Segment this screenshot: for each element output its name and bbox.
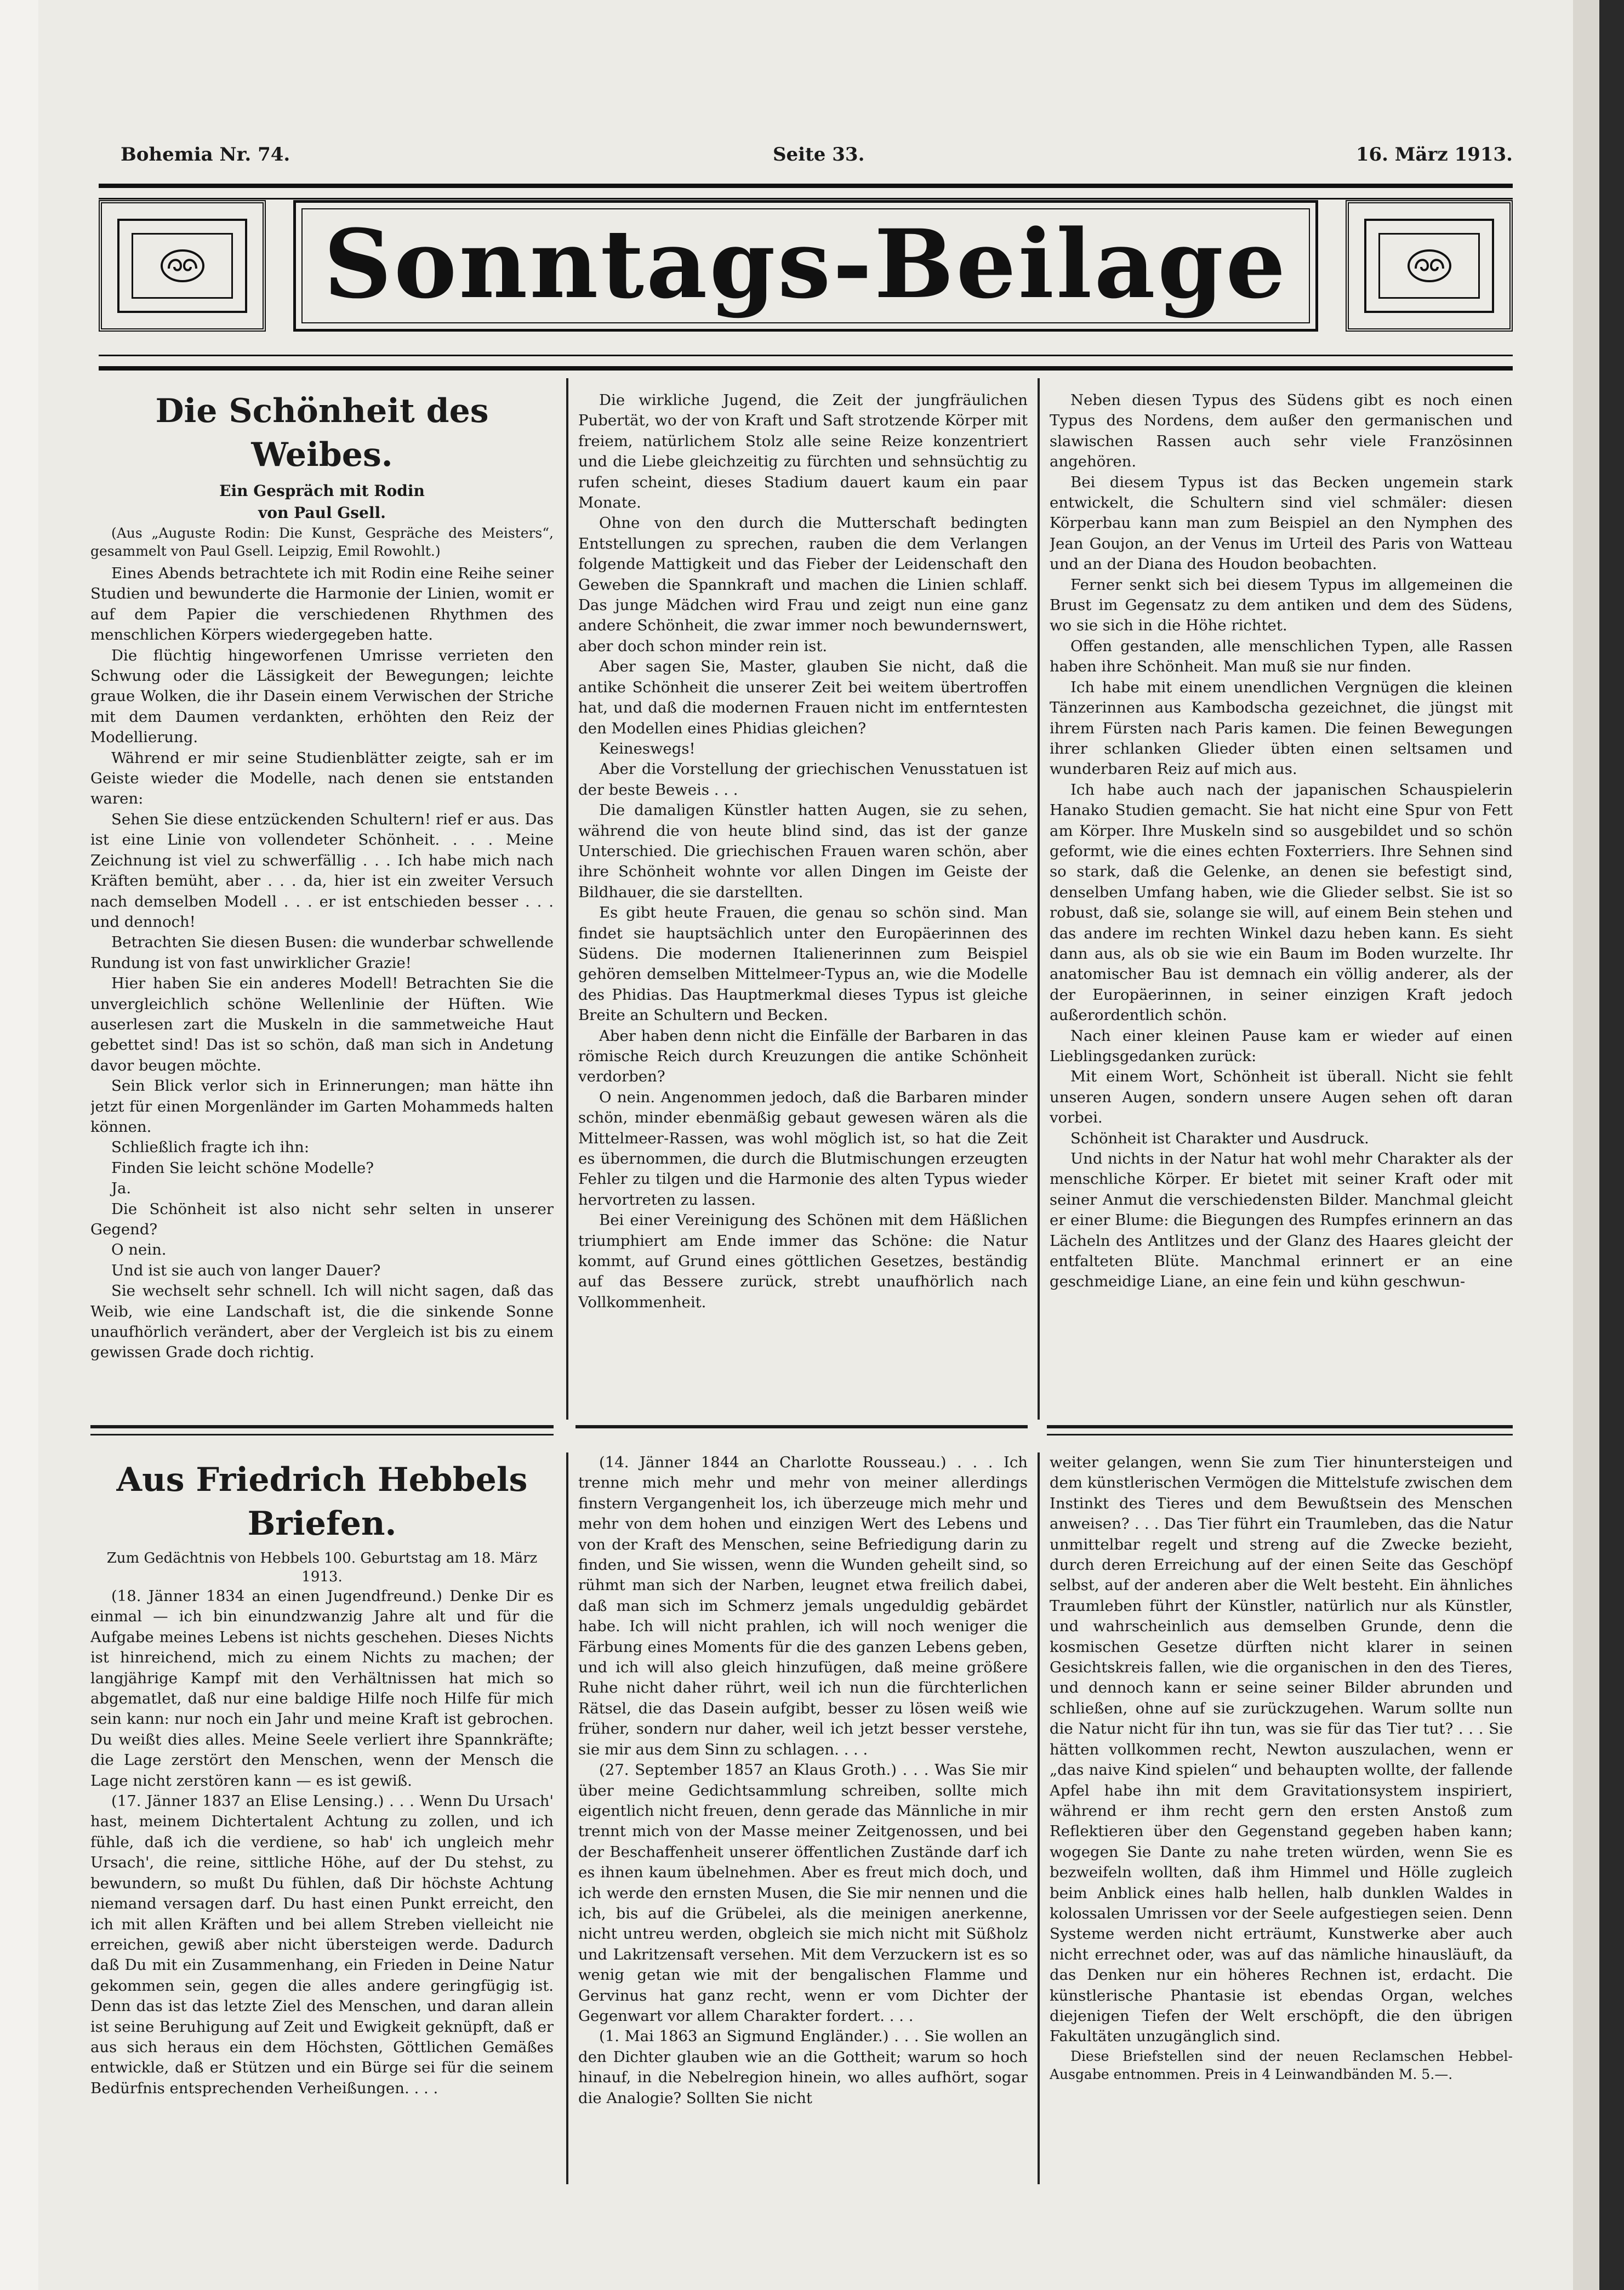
- article2-subtitle: Zum Gedächtnis von Hebbels 100. Geburtstag am 18. März 1913.: [106, 1550, 538, 1585]
- section-title: Sonntags-Beilage: [323, 208, 1288, 320]
- section-divider: [1047, 1434, 1513, 1435]
- ornament-icon: [158, 247, 207, 285]
- paragraph: Ohne von den durch die Mutterschaft bedingten Entstellungen zu sprechen, rauben die dem Verlangen folgende Mattigkeit und das Fieber der Leidenschaft den Geweben die Spannkraft und machen die Linien schlaff. Das junge Mädchen wird Frau und zeigt nun eine ganz andere Schönheit, die zwar immer noch bewundernswert, aber doch schon minder rein ist.: [578, 514, 1028, 655]
- issue-number: Bohemia Nr. 74.: [121, 144, 290, 166]
- paragraph: Ferner senkt sich bei diesem Typus im allgemeinen die Brust im Gegensatz zu dem antiken und dem des Südens, wo sie sich in die Höhe richtet.: [1050, 576, 1513, 635]
- paragraph: Mit einem Wort, Schönheit ist überall. Nicht sie fehlt unseren Augen, sondern unsere Augen sehen oft daran vorbei.: [1050, 1068, 1513, 1127]
- paragraph: Aber sagen Sie, Master, glauben Sie nicht, daß die antike Schönheit die unserer Zeit bei weitem übertroffen hat, und daß die modernen Frauen nicht im entferntesten den Modellen eines Phidias gleichen?: [578, 658, 1028, 737]
- paragraph: Sehen Sie diese entzückenden Schultern! rief er aus. Das ist eine Linie von vollendeter Schönheit. . . . Meine Zeichnung ist viel zu schwerfällig . . . Ich habe mich nach Kräften bemüht, aber . . . da, hier ist ein zweiter Versuch nach demselben Modell . . . er ist entschieden besser . . . und dennoch!: [90, 810, 554, 931]
- paragraph: Die Schönheit ist also nicht sehr selten in unserer Gegend?: [90, 1200, 554, 1238]
- header-line: [121, 144, 1513, 171]
- paragraph: (18. Jänner 1834 an einen Jugendfreund.) Denke Dir es einmal — ich bin einundzwanzig Jahre alt und für die Aufgabe meines Lebens ist nichts geschehen. Dieses Nichts ist hinreichend, mich zu einem Nichts zu machen; der langjährige Kampf mit den Verhältnissen hat mich so abgematlet, daß nur eine baldige Hilfe noch Hilfe für mich sein kann: nur noch ein Jahr und meine Kraft ist gebrochen. Du weißt dies alles. Meine Seele verliert ihre Spannkräfte; die Lage zerstört den Menschen, wenn der Mensch die Lage nicht zerstören kann — es ist gewiß.: [90, 1587, 554, 1790]
- paragraph: weiter gelangen, wenn Sie zum Tier hinuntersteigen und dem künstlerischen Vermögen die Mittelstufe zwischen dem Instinkt des Tieres und dem Bewußtsein des Menschen anweisen? . . . Das Tier führt ein Traumleben, das die Natur unmittelbar regelt und streng auf die Zwecke bezieht, durch deren Erreichung auf der einen Seite das Geschöpf selbst, auf der anderen aber die Welt besteht. Ein ähnliches Traumleben führt der Künstler, natürlich nur als Künstler, und wahrscheinlich aus demselben Grunde, denn die kosmischen Gesetze dürften nicht klarer in seinen Gesichtskreis fallen, wie die organischen in den des Tieres, und dennoch kann er seine seiner Bilder abrunden und schließen, ohne auf sie zurückzugehen. Warum sollte nun die Natur nicht für ihn tun, was sie für das Tier tut? . . . Sie hätten vollkommen recht, Newton auszulachen, wenn er „das naive Kind spielen“ und behaupten wollte, der fallende Apfel habe ihn mit dem Gravitationsystem inspiriert, während er ihm recht gern den ersten Anstoß zum Reflektieren über den Gegenstand gegeben haben kann; wogegen Sie Dante zu nahe treten würden, wenn Sie es bezweifeln wollten, daß ihm Himmel und Hölle zugleich beim Anblick eines halb hellen, halb dunklen Waldes in kolossalen Umrissen vor der Seele aufgestiegen seien. Denn Systeme werden nicht erträumt, Kunstwerke aber auch nicht errechnet oder, was auf das nämliche hinausläuft, da das Denken nur ein höheres Rechnen ist, erdacht. Die künstlerische Phantasie ist ebendas Organ, welches diejenigen Tiefen der Welt erschöpft, die den übrigen Fakultäten unzugänglich sind.: [1050, 1454, 1513, 2046]
- scan-edge: [1599, 0, 1624, 2290]
- paragraph: Bei diesem Typus ist das Becken ungemein stark entwickelt, die Schultern sind viel schmäler: diesen Körperbau kann man zum Beispiel an den Nymphen des Jean Goujon, an der Venus im Urteil des Paris von Watteau und an der Diana des Houdon beobachten.: [1050, 473, 1513, 573]
- ornament-box-right: [1346, 200, 1513, 332]
- column-rule: [1038, 378, 1040, 1420]
- paragraph: Eines Abends betrachtete ich mit Rodin eine Reihe seiner Studien und bewunderte die Harmonie der Linien, womit er auf dem Papier die verschiedenen Rhythmen des menschlichen Körpers wiedergegeben hatte.: [90, 565, 554, 644]
- paragraph: Finden Sie leicht schöne Modelle?: [111, 1159, 374, 1177]
- paragraph: Hier haben Sie ein anderes Modell! Betrachten Sie die unvergleichlich schöne Wellenlinie der Hüften. Wie auserlesen zart die Muskeln in die sammetweiche Haut gebettet sind! Das ist so schön, daß man sich in Andetung davor beugen möchte.: [90, 975, 554, 1074]
- article1-subtitle: Ein Gespräch mit Rodin: [219, 482, 425, 500]
- paragraph: (1. Mai 1863 an Sigmund Engländer.) . . . Sie wollen an den Dichter glauben wie an die Gottheit; warum so hoch hinauf, in die Nebelregion hinein, wo alles aufhört, sogar die Analogie? Sollten Sie nicht: [578, 2027, 1028, 2107]
- column-rule: [566, 1452, 568, 2184]
- masthead: [99, 184, 1513, 371]
- paragraph: Aber die Vorstellung der griechischen Venusstatuen ist der beste Beweis . . .: [578, 760, 1028, 799]
- paragraph: O nein. Angenommen jedoch, daß die Barbaren minder schön, minder ebenmäßig gebaut gewesen wären als die Mittelmeer-Rassen, was wohl möglich ist, so hat die Zeit es übernommen, die durch die Blutmischungen erzeugten Fehler zu tilgen und die Harmonie des alten Typus wieder hervortreten zu lassen.: [578, 1088, 1028, 1209]
- paragraph: Schönheit ist Charakter und Ausdruck.: [1070, 1129, 1369, 1147]
- paragraph: Die wirkliche Jugend, die Zeit der jungfräulichen Pubertät, wo der von Kraft und Saft strotzende Körper mit freiem, natürlichem Stolz alle seine Reize konzentriert und die Liebe gleichzeitig zu fürchten und sehnsüchtig zu rufen scheint, dieses Stadium dauert kaum ein paar Monate.: [578, 391, 1028, 512]
- page-number: Seite 33.: [773, 144, 865, 166]
- paragraph: Sie wechselt sehr schnell. Ich will nicht sagen, daß das Weib, wie eine Landschaft ist, die die sinkende Sonne unaufhörlich verändert, aber der Vergleich ist bis zu einem gewissen Grade doch richtig.: [90, 1282, 554, 1362]
- paragraph: Die damaligen Künstler hatten Augen, sie zu sehen, während die von heute blind sind, das ist der ganze Unterschied. Die griechischen Frauen waren schön, aber ihre Schönheit wohnte vor allen Dingen im Geiste der Bildhauer, die sie darstellten.: [578, 801, 1028, 901]
- page-margin-left: [0, 0, 38, 2290]
- paragraph: (14. Jänner 1844 an Charlotte Rousseau.) . . . Ich trenne mich mehr und mehr von meiner allerdings finstern Vergangenheit los, ich überzeuge mich mehr und mehr von dem hohen und einzigen Wert des Lebens und von der Kraft des Menschen, seine Befriedigung darin zu finden, und Sie wissen, wenn die Wunden geheilt sind, so rühmt man sich der Narben, leugnet etwa freilich dabei, daß man sich im Schmerz jemals ungeduldig gebärdet habe. Ich will nicht prahlen, ich will noch weniger die Färbung eines Moments für die des ganzen Lebens geben, und ich will also gleich hinzufügen, daß meine größere Ruhe nicht daher rührt, weil ich nun die fürchterlichen Rätsel, die das Dasein aufgibt, besser zu lösen weiß wie früher, sondern nur daher, weil ich jetzt besser verstehe, sie mir aus dem Sinn zu schlagen. . . .: [578, 1454, 1028, 1758]
- article2-title: Aus Friedrich Hebbels Briefen.: [116, 1461, 528, 1543]
- paragraph: O nein.: [111, 1241, 167, 1259]
- issue-date: 16. März 1913.: [1355, 144, 1513, 166]
- column-rule: [566, 378, 568, 1420]
- footnote: Diese Briefstellen sind der neuen Reclamschen Hebbel-Ausgabe entnommen. Preis in 4 Leinwandbänden M. 5.—.: [1050, 2048, 1513, 2082]
- article1-col1: [90, 384, 554, 1414]
- paragraph: Ja.: [111, 1180, 132, 1198]
- paragraph: (27. September 1857 an Klaus Groth.) . . . Was Sie mir über meine Gedichtsammlung schreiben, sollte mich eigentlich nicht freuen, denn gerade das Männliche in mir trennt mich von der Masse meiner Zeitgenossen, und bei der Beschaffenheit unserer öffentlichen Zustände darf ich es ihnen kaum übelnehmen. Aber es freut mich doch, und ich werde den ernsten Musen, die Sie mir nennen und die ich, bis auf die Grübelei, als die meinigen anerkenne, nicht untreu werden, obgleich sie mich nicht mit Süßholz und Lakritzensaft versehen. Mit dem Verzuckern ist es so wenig getan wie mit der bengalischen Flamme und Gervinus hat ganz recht, wenn er vom Dichter der Gegenwart vor allem Charakter fordert. . . .: [578, 1761, 1028, 2025]
- paragraph: Und nichts in der Natur hat wohl mehr Charakter als der menschliche Körper. Er bietet mit seiner Kraft oder mit seiner Anmut die verschiedensten Bilder. Manchmal gleicht er einer Blume: die Biegungen des Rumpfes erinnern an das Lächeln des Antlitzes und der Glanz des Haares gleicht der entfalteten Blüte. Manchmal erinnert er an eine geschmeidige Liane, an eine fein und kühn geschwun-: [1050, 1150, 1513, 1291]
- article1-col3: [1050, 390, 1513, 1414]
- section-divider: [90, 1425, 554, 1428]
- paragraph: Bei einer Vereinigung des Schönen mit dem Häßlichen triumphiert am Ende immer das Schöne: die Natur kommt, auf Grund eines göttlichen Gesetzes, beständig auf das Bessere zurück, strebt unaufhörlich nach Vollkommenheit.: [578, 1211, 1028, 1311]
- paragraph: Aber haben denn nicht die Einfälle der Barbaren in das römische Reich durch Kreuzungen die antike Schönheit verdorben?: [578, 1027, 1028, 1086]
- section-divider: [1047, 1425, 1513, 1428]
- article1-title: Die Schönheit des Weibes.: [155, 392, 489, 474]
- paragraph: Sein Blick verlor sich in Erinnerungen; man hätte ihn jetzt für einen Morgenländer im Garten Mohammeds halten können.: [90, 1077, 554, 1136]
- ornament-box-left: [99, 200, 266, 332]
- paragraph: Betrachten Sie diesen Busen: die wunderbar schwellende Rundung ist von fast unwirklicher Grazie!: [90, 933, 554, 972]
- article1-source: (Aus „Auguste Rodin: Die Kunst, Gespräche des Meisters“, gesammelt von Paul Gsell. Leipzig, Emil Rowohlt.): [90, 525, 554, 559]
- article1-author: von Paul Gsell.: [258, 504, 386, 522]
- paragraph: Neben diesen Typus des Südens gibt es noch einen Typus des Nordens, dem außer den germanischen und slawischen Rassen auch sehr viele Französinnen angehören.: [1050, 391, 1513, 471]
- column-rule: [1038, 1452, 1040, 2184]
- article2-col2: [578, 1452, 1028, 2184]
- paragraph: Während er mir seine Studienblätter zeigte, sah er im Geiste wieder die Modelle, nach denen sie entstanden waren:: [90, 749, 554, 808]
- section-divider: [575, 1425, 1028, 1428]
- paragraph: Schließlich fragte ich ihn:: [111, 1138, 310, 1157]
- section-divider: [90, 1434, 554, 1435]
- paragraph: Die flüchtig hingeworfenen Umrisse verrieten den Schwung oder die Lässigkeit der Bewegungen; leichte graue Wolken, die ihr Dasein einem Verwischen der Striche mit dem Daumen verdankten, erhöhten den Reiz der Modellierung.: [90, 646, 554, 747]
- article1-col2: [578, 390, 1028, 1414]
- paragraph: Es gibt heute Frauen, die genau so schön sind. Man findet sie hauptsächlich unter den Europäerinnen des Südens. Die modernen Italienerinnen zum Beispiel gehören demselben Mittelmeer-Typus an, wie die Modelle des Phidias. Das Hauptmerkmal dieses Typus ist gleiche Breite an Schultern und Becken.: [578, 904, 1028, 1024]
- ornament-icon: [1405, 247, 1454, 285]
- paragraph: Offen gestanden, alle menschlichen Typen, alle Rassen haben ihre Schönheit. Man muß sie nur finden.: [1050, 637, 1513, 676]
- paragraph: Ich habe mit einem unendlichen Vergnügen die kleinen Tänzerinnen aus Kambodscha gezeichnet, die jüngst mit ihrem Fürsten nach Paris kamen. Die feinen Bewegungen ihrer schlanken Glieder übten einen seltsamen und wunderbaren Reiz auf mich aus.: [1050, 678, 1513, 778]
- paragraph: Keineswegs!: [599, 739, 696, 757]
- title-frame: [293, 200, 1318, 332]
- article2-col3: [1050, 1452, 1513, 2184]
- paragraph: Und ist sie auch von langer Dauer?: [111, 1261, 381, 1279]
- paragraph: (17. Jänner 1837 an Elise Lensing.) . . . Wenn Du Ursach' hast, meinem Dichtertalent Achtung zu zollen, und ich fühle, daß ich die verdiene, so hab' ich ungleich mehr Ursach', die reine, sittliche Höhe, auf der Du stehst, zu bewundern, so mußt Du fühlen, daß Dir höchste Achtung niemand versagen darf. Du hast einen Punkt erreicht, den ich mit allen Kräften und bei allem Streben vielleicht nie erreichen, gewiß aber nicht übersteigen werde. Dadurch daß Du mit ein Zusammenhang, ein Frieden in Deine Natur gekommen sein, gegen die alles andere geringfügig ist. Denn das ist das letzte Ziel des Menschen, und daran allein ist seine Beruhigung auf Zeit und Ewigkeit geknüpft, daß er aus sich heraus ein dem Höchsten, Göttlichen Gemäßes entwickle, daß er Stützen und ein Bürge sei für die seinem Bedürfnis entsprechenden Verheißungen. . . .: [90, 1792, 554, 2097]
- paragraph: Ich habe auch nach der japanischen Schauspielerin Hanako Studien gemacht. Sie hat nicht eine Spur von Fett am Körper. Ihre Muskeln sind so ausgebildet und so schön geformt, wie die eines echten Foxterriers. Ihre Sehnen sind so stark, daß die Gelenke, an denen sie befestigt sind, denselben Umfang haben, wie die Glieder selbst. Sie ist so robust, daß sie, solange sie will, auf einem Bein stehen und das andere im rechten Winkel dazu heben kann. Es sieht dann aus, als ob sie wie ein Baum im Boden wurzelte. Ihr anatomischer Bau ist demnach ein völlig anderer, als der der Europäerinnen, in seiner einzigen Kraft jedoch außerordentlich schön.: [1050, 781, 1513, 1024]
- paragraph: Nach einer kleinen Pause kam er wieder auf einen Lieblingsgedanken zurück:: [1050, 1027, 1513, 1065]
- article2-col1: [90, 1452, 554, 2184]
